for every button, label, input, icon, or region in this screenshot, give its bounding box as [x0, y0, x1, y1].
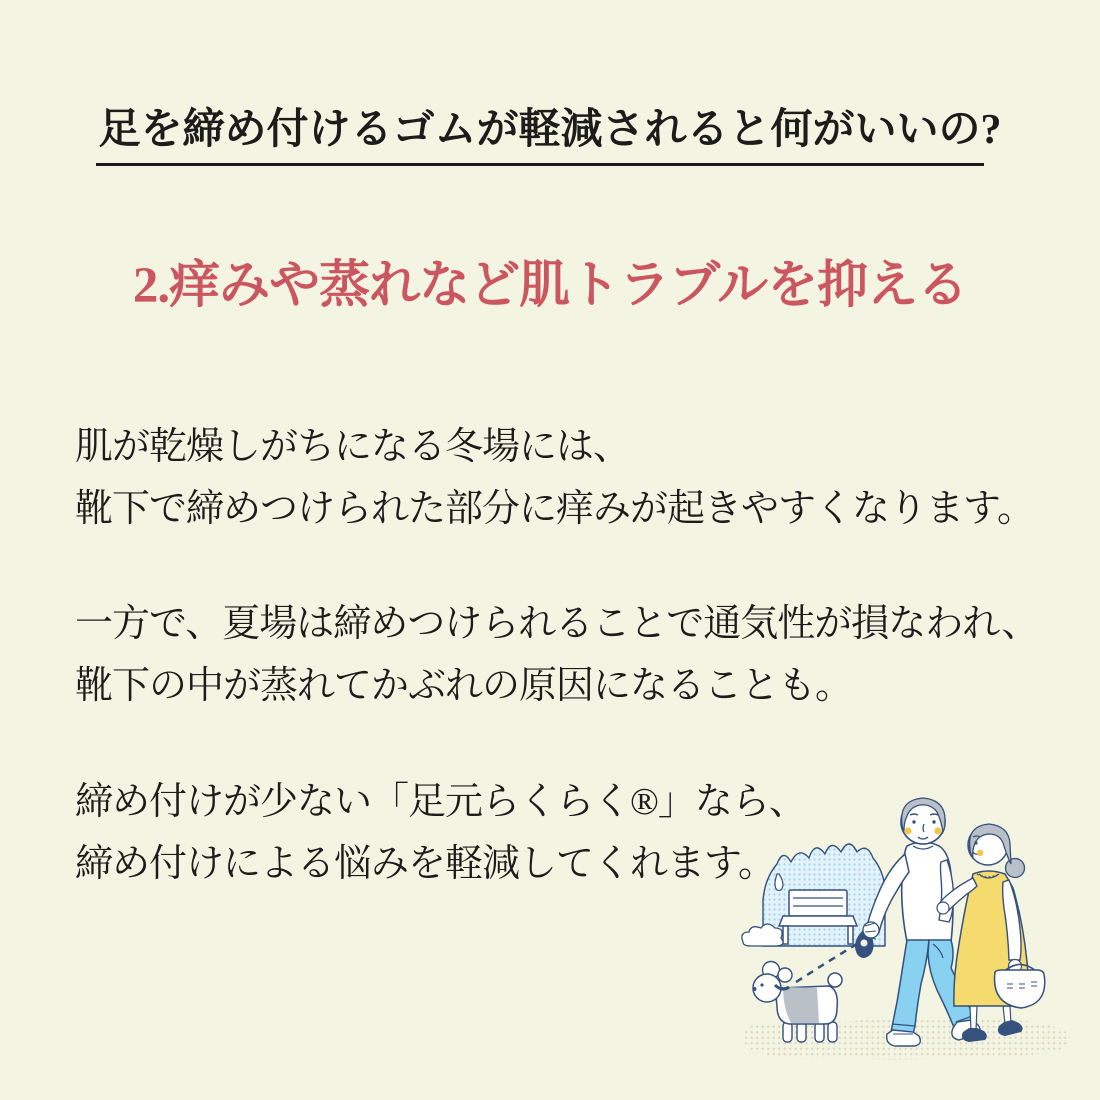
paragraph-product-benefit [75, 771, 806, 895]
paragraph-winter-itch [75, 416, 1034, 540]
woman-hair-bun [1006, 859, 1025, 878]
title-underline [96, 163, 984, 166]
paragraph-line: 締め付けが少ない「足元らくらく®」なら、 [75, 781, 806, 823]
page-title: 足を締め付けるゴムが軽減されると何がいいの? [98, 107, 1002, 153]
paragraph-line: 締め付けによる悩みを軽減してくれます。 [75, 843, 775, 885]
woman-leg-back [970, 1006, 977, 1030]
couple-walking-dog-illustration [727, 782, 1087, 1082]
paragraph-line: 一方で、夏場は締めつけられることで通気性が損なわれ、 [75, 603, 1039, 645]
paragraph-summer-stuffiness [75, 593, 1039, 717]
paragraph-line: 肌が乾燥しがちになる冬場には、 [75, 426, 631, 468]
dog-collar [775, 985, 789, 989]
section-heading: 2.痒みや蒸れなど肌トラブルを抑える [132, 258, 968, 314]
paragraph-line: 靴下で締めつけられた部分に痒みが起きやすくなります。 [75, 488, 1034, 530]
paragraph-line: 靴下の中が蒸れてかぶれの原因になることも。 [75, 665, 853, 707]
